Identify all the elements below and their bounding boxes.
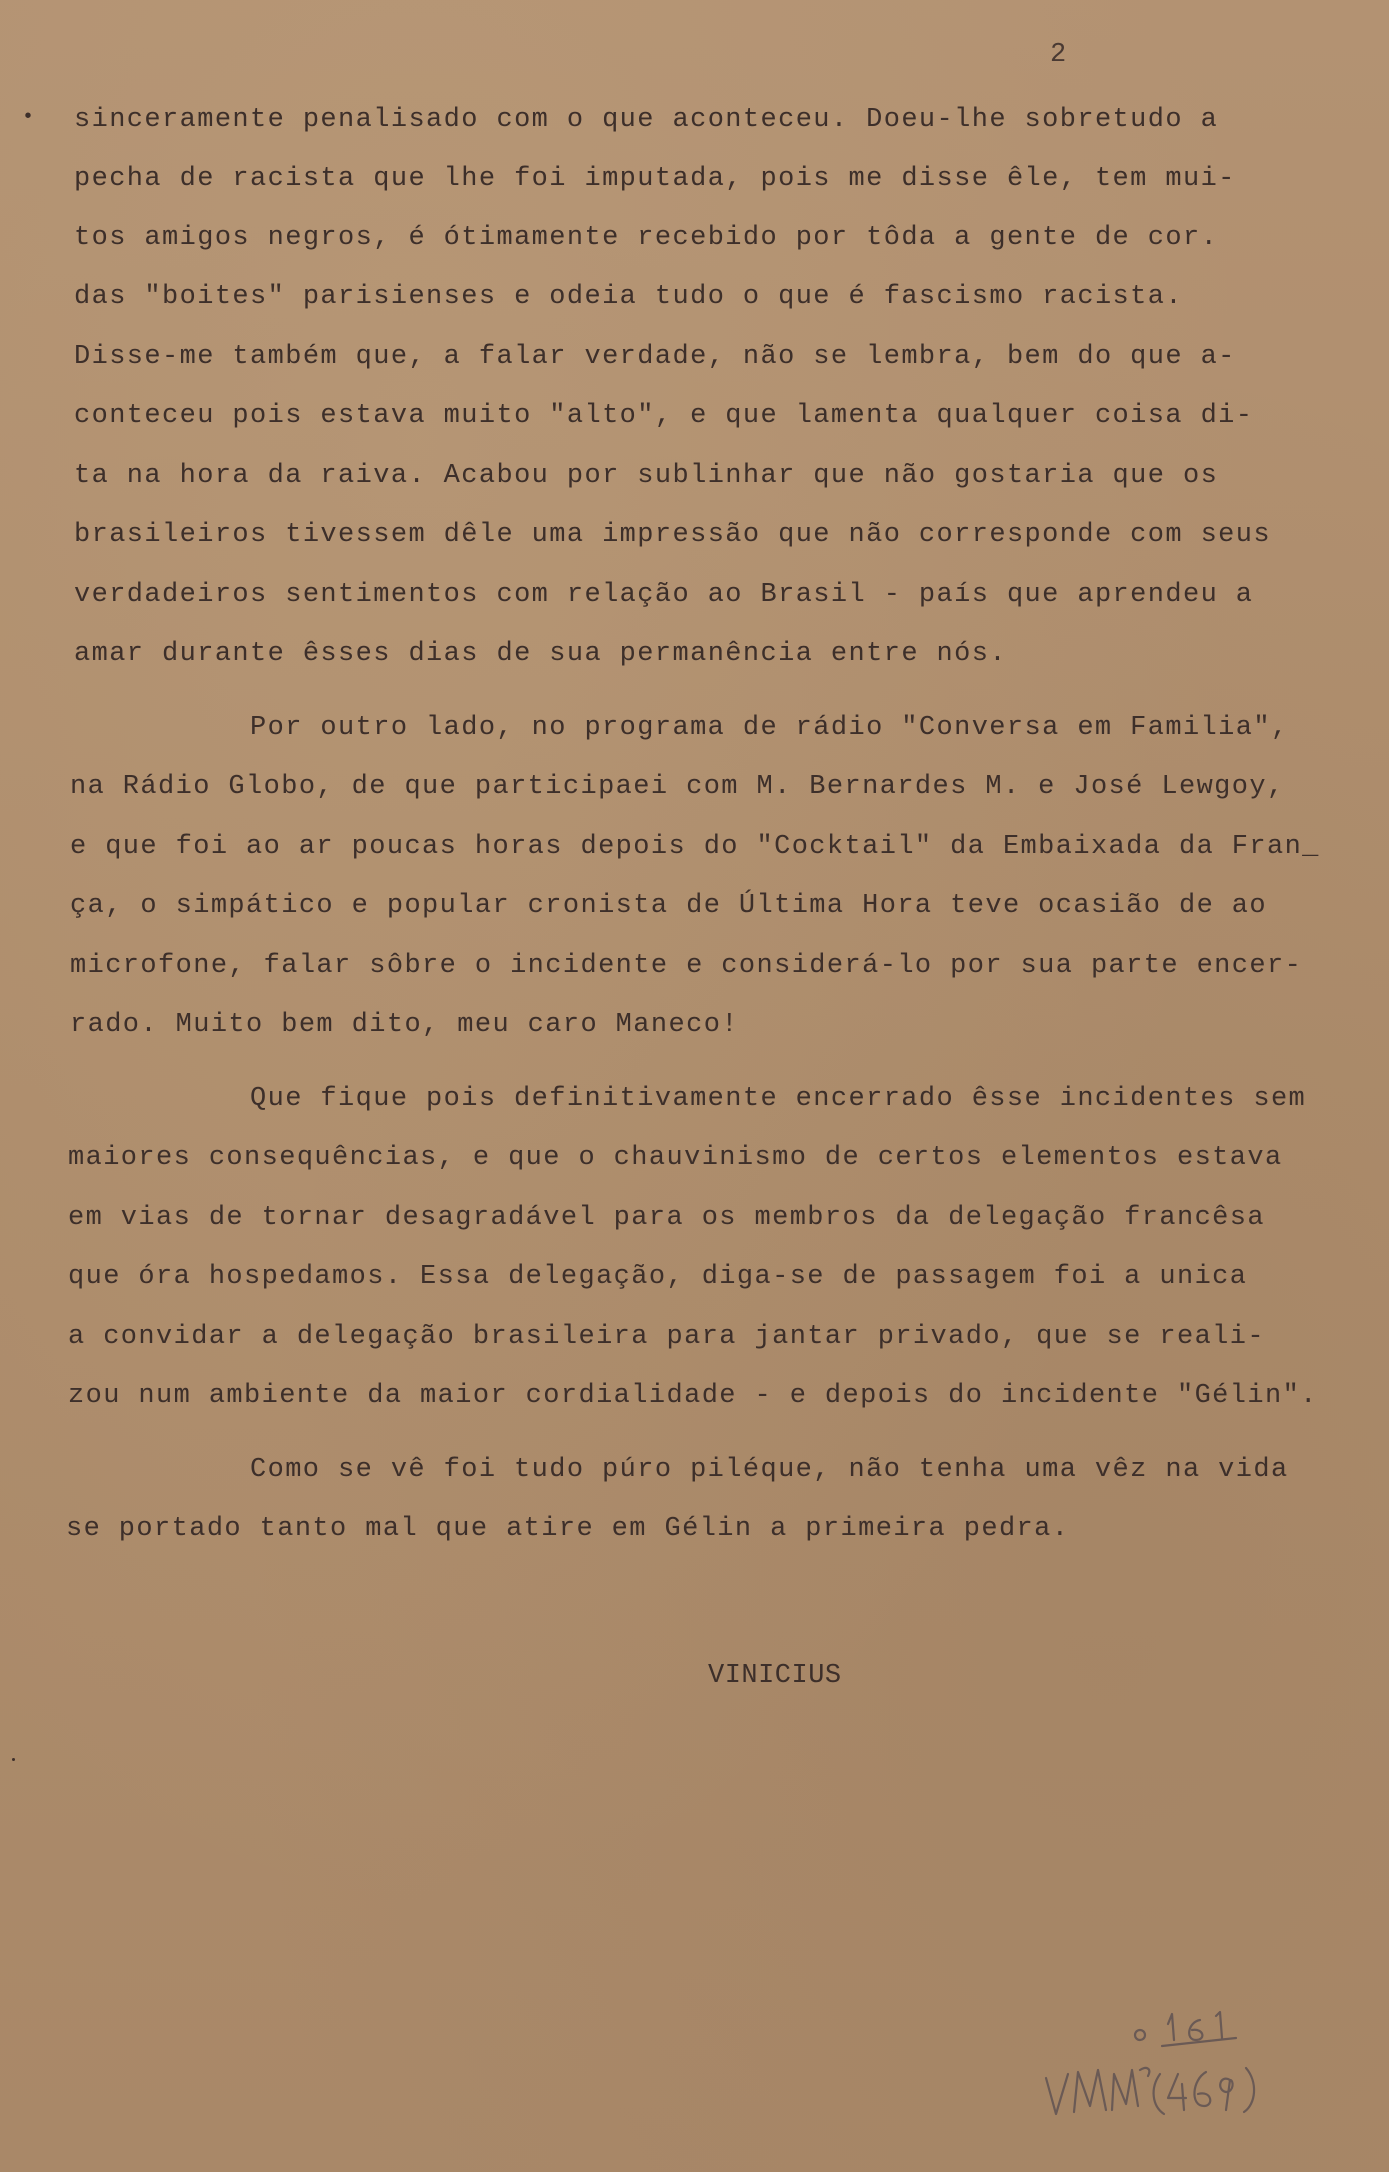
text-line: amar durante êsses dias de sua permanência entre nós. <box>74 639 1007 669</box>
text-line: conteceu pois estava muito "alto", e que lamenta qualquer coisa di- <box>74 401 1254 431</box>
text-line: rado. Muito bem dito, meu caro Maneco! <box>70 1010 739 1040</box>
margin-dot-mark <box>12 1758 15 1761</box>
text-line: das "boites" parisienses e odeia tudo o que é fascismo racista. <box>74 282 1183 312</box>
text-line: Que fique pois definitivamente encerrado êsse incidentes sem <box>250 1084 1307 1114</box>
author-signature: VINICIUS <box>708 1661 842 1691</box>
margin-bullet-mark: • <box>22 106 35 129</box>
page-number: 2 <box>1050 40 1067 70</box>
text-line: sinceramente penalisado com o que aconteceu. Doeu-lhe sobretudo a <box>74 105 1219 135</box>
text-line: em vias de tornar desagradável para os membros da delegação francêsa <box>68 1203 1265 1233</box>
text-line: Por outro lado, no programa de rádio "Conversa em Familia", <box>250 713 1289 743</box>
text-line: e que foi ao ar poucas horas depois do "Cocktail" da Embaixada da Fran_ <box>70 832 1320 862</box>
text-line: ta na hora da raiva. Acabou por sublinhar que não gostaria que os <box>74 461 1219 491</box>
text-line: verdadeiros sentimentos com relação ao Brasil - país que aprendeu a <box>74 580 1254 610</box>
text-line: tos amigos negros, é ótimamente recebido por tôda a gente de cor. <box>74 223 1219 253</box>
text-line: microfone, falar sôbre o incidente e considerá-lo por sua parte encer- <box>70 951 1303 981</box>
text-line: a convidar a delegação brasileira para jantar privado, que se reali- <box>68 1322 1265 1352</box>
text-line: Disse-me também que, a falar verdade, não se lembra, bem do que a- <box>74 342 1236 372</box>
text-line: maiores consequências, e que o chauvinismo de certos elementos estava <box>68 1143 1283 1173</box>
text-line: pecha de racista que lhe foi imputada, pois me disse êle, tem mui- <box>74 164 1236 194</box>
handwritten-archive-note <box>1040 2010 1270 2130</box>
text-line: ça, o simpático e popular cronista de Última Hora teve ocasião de ao <box>70 891 1267 921</box>
text-line: na Rádio Globo, de que participaei com M. Bernardes M. e José Lewgoy, <box>70 772 1285 802</box>
text-line: que óra hospedamos. Essa delegação, diga-se de passagem foi a unica <box>68 1262 1248 1292</box>
text-line: se portado tanto mal que atire em Gélin a primeira pedra. <box>66 1514 1070 1544</box>
text-line: brasileiros tivessem dêle uma impressão que não corresponde com seus <box>74 520 1271 550</box>
text-line: Como se vê foi tudo púro piléque, não tenha uma vêz na vida <box>250 1455 1289 1485</box>
text-line: zou num ambiente da maior cordialidade - e depois do incidente "Gélin". <box>68 1381 1318 1411</box>
